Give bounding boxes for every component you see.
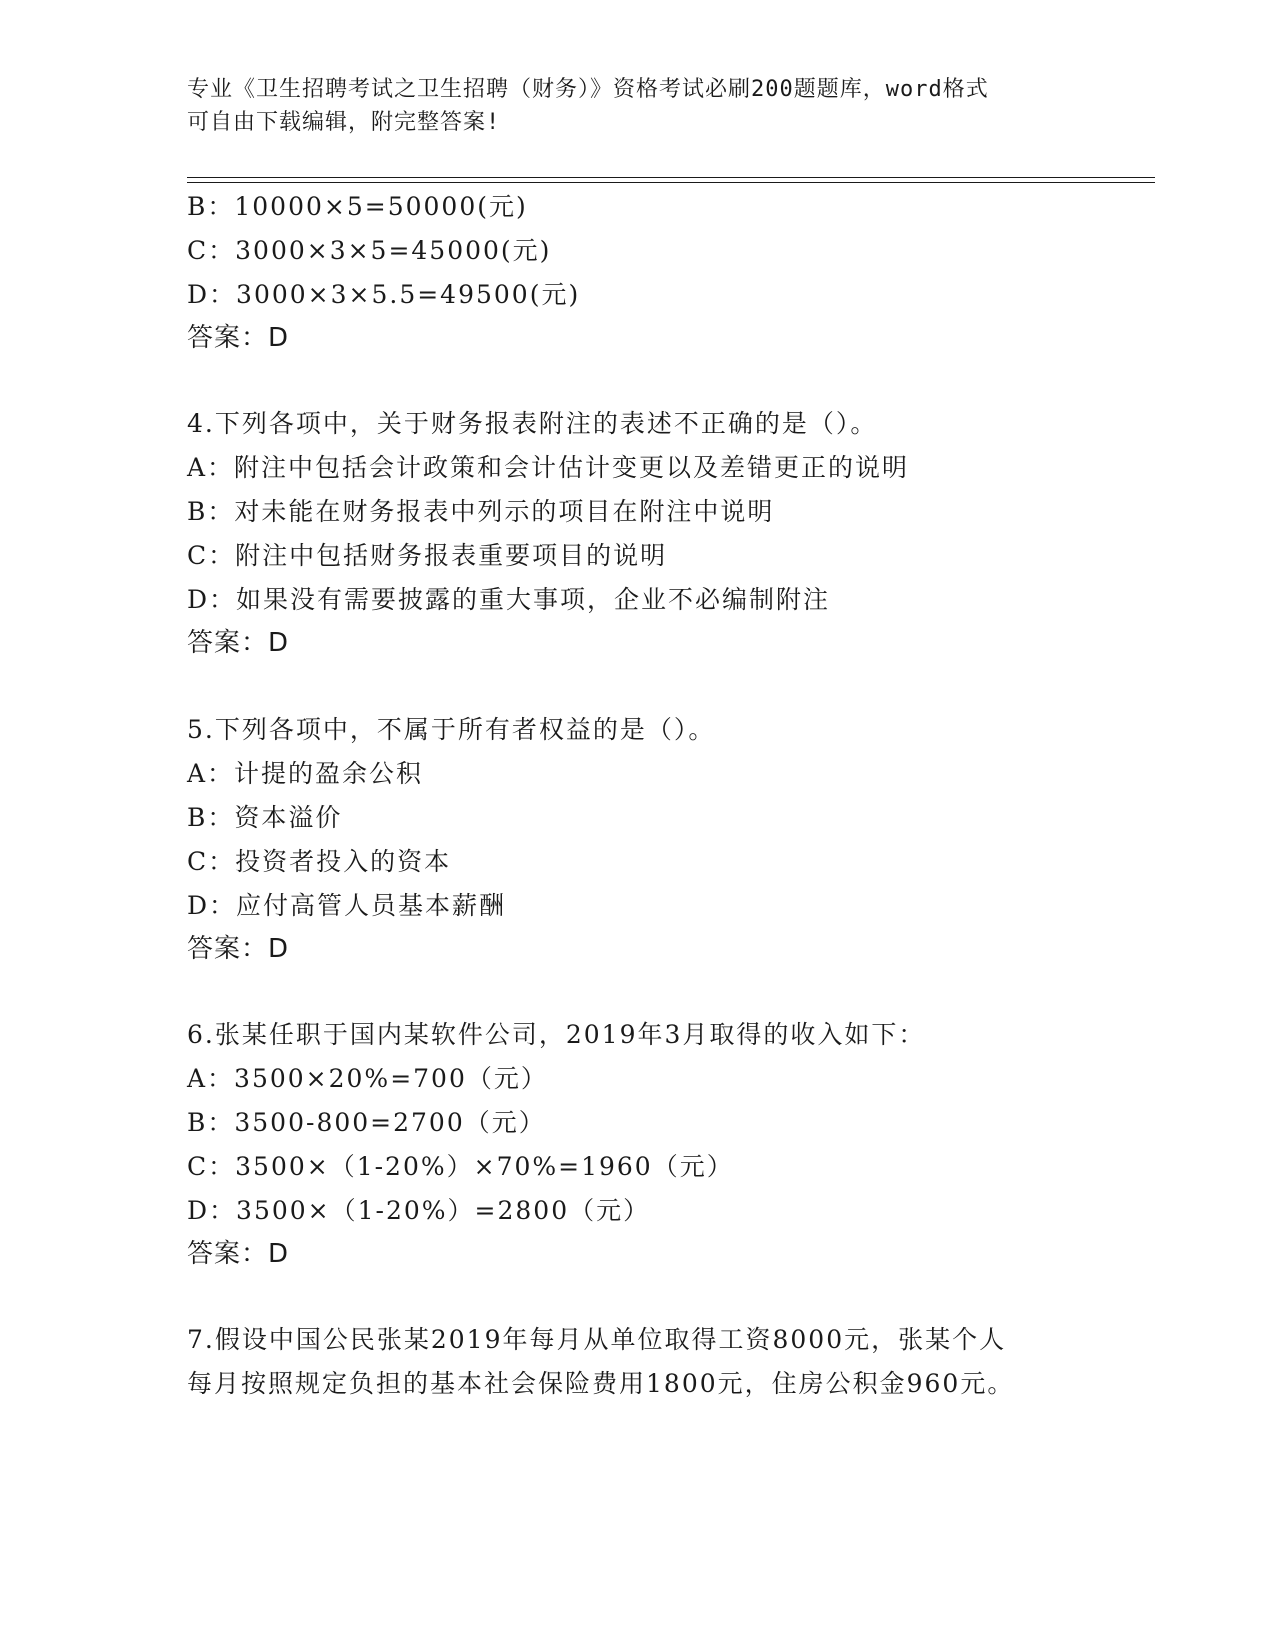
q4-option-d: D：如果没有需要披露的重大事项，企业不必编制附注: [187, 585, 831, 614]
q4-question: 4.下列各项中，关于财务报表附注的表述不正确的是（）。: [187, 409, 878, 438]
q3-answer: 答案：D: [187, 323, 290, 353]
header-divider-top: [187, 177, 1155, 178]
header-title-line-2: 可自由下载编辑，附完整答案!: [187, 110, 501, 135]
q5-option-d: D：应付高管人员基本薪酬: [187, 891, 507, 920]
q4-option-c: C：附注中包括财务报表重要项目的说明: [187, 541, 668, 570]
q7-question-line-1: 7.假设中国公民张某2019年每月从单位取得工资8000元，张某个人: [187, 1325, 1007, 1354]
q6-option-b: B：3500-800=2700（元）: [187, 1108, 546, 1137]
header-title-line-1: 专业《卫生招聘考试之卫生招聘（财务）》资格考试必刷200题题库，word格式: [187, 77, 989, 102]
q4-answer: 答案：D: [187, 628, 290, 658]
q5-question: 5.下列各项中，不属于所有者权益的是（）。: [187, 715, 716, 744]
q3-option-d: D：3000×3×5.5=49500(元): [187, 280, 581, 309]
q6-option-c: C：3500×（1-20%）×70%=1960（元）: [187, 1152, 734, 1181]
q5-option-b: B：资本溢价: [187, 803, 343, 832]
q5-answer: 答案：D: [187, 934, 290, 964]
q6-option-a: A：3500×20%=700（元）: [187, 1064, 548, 1093]
q6-option-d: D：3500×（1-20%）=2800（元）: [187, 1196, 651, 1225]
q5-option-a: A：计提的盈余公积: [187, 759, 424, 788]
q6-question: 6.张某任职于国内某软件公司，2019年3月取得的收入如下：: [187, 1020, 926, 1049]
header-divider-bottom: [187, 182, 1155, 183]
q3-option-b: B：10000×5=50000(元): [187, 192, 528, 221]
q5-option-c: C：投资者投入的资本: [187, 847, 452, 876]
q3-option-c: C：3000×3×5=45000(元): [187, 236, 552, 265]
q6-answer: 答案：D: [187, 1239, 290, 1269]
q4-option-a: A：附注中包括会计政策和会计估计变更以及差错更正的说明: [187, 453, 910, 482]
q7-question-line-2: 每月按照规定负担的基本社会保险费用1800元，住房公积金960元。: [187, 1369, 1015, 1398]
document-header: [187, 73, 1067, 139]
q4-option-b: B：对未能在财务报表中列示的项目在附注中说明: [187, 497, 775, 526]
